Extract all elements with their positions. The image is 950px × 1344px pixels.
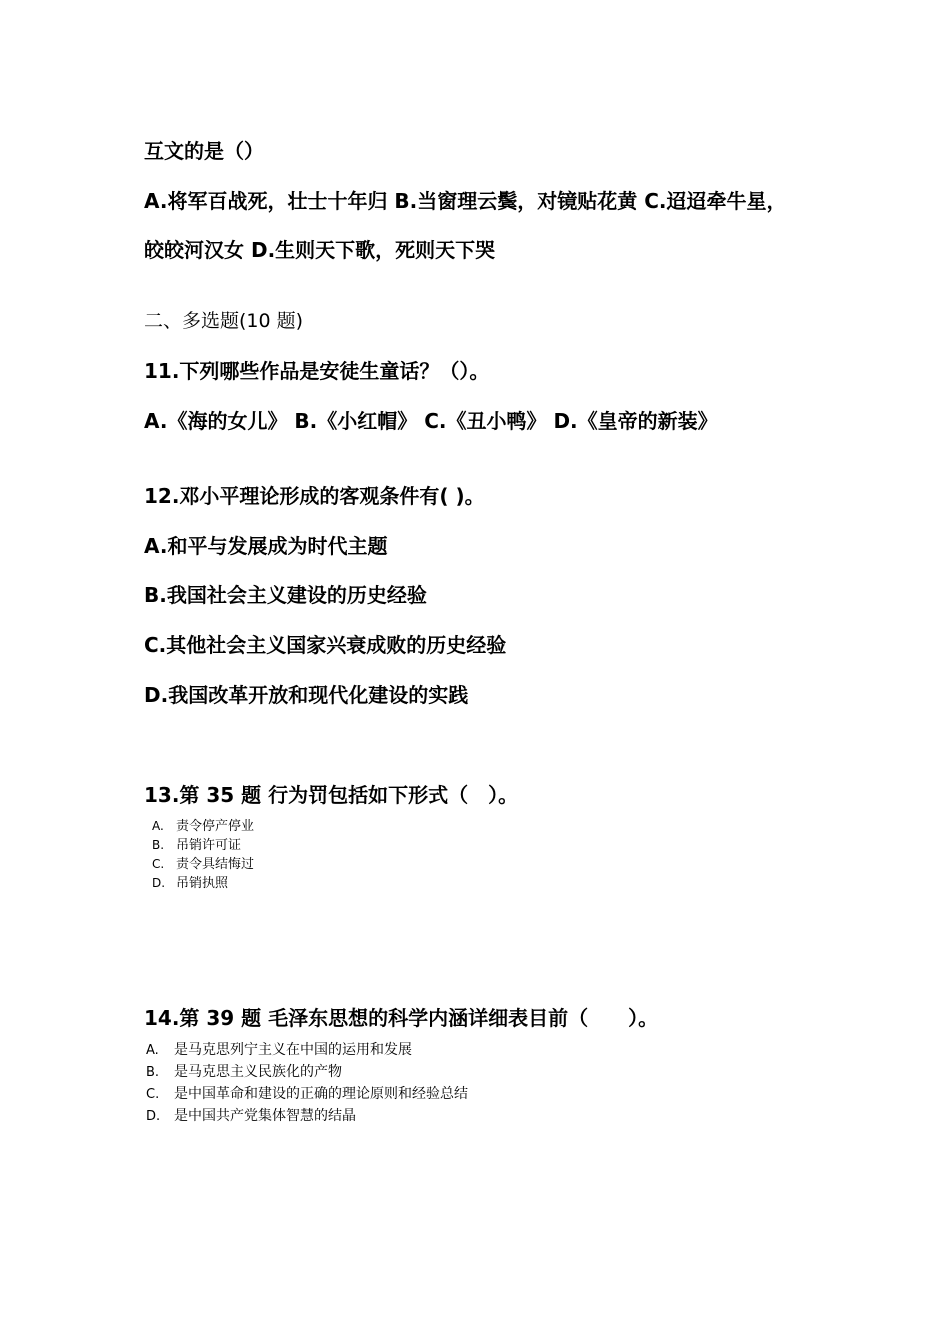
option-letter: B. xyxy=(146,1065,160,1080)
option-letter: C. xyxy=(146,1087,160,1102)
option-letter: B. xyxy=(152,838,165,852)
option-text: 是中国共产党集体智慧的结晶 xyxy=(174,1108,356,1124)
q11-stem: 11.下列哪些作品是安徒生童话？（）。 xyxy=(144,359,490,383)
option-text: 责令停产停业 xyxy=(176,819,255,834)
option-letter: C. xyxy=(152,857,165,871)
section-title: 二、多选题(10 题) xyxy=(144,310,304,332)
q13-option-b xyxy=(152,836,241,855)
q13-stem: 13.第 35 题 行为罚包括如下形式（ ）。 xyxy=(144,783,519,807)
option-letter: A. xyxy=(152,819,164,833)
q14-option-b xyxy=(146,1062,342,1083)
option-text: 吊销许可证 xyxy=(176,838,242,853)
option-text: 是马克思主义民族化的产物 xyxy=(174,1064,342,1080)
option-text: 是中国革命和建设的正确的理论原则和经验总结 xyxy=(174,1086,468,1102)
q12-stem: 12.邓小平理论形成的客观条件有( )。 xyxy=(144,484,485,508)
q10-options-line1: A.将军百战死，壮士十年归 B.当窗理云鬓，对镜贴花黄 C.迢迢牵牛星， xyxy=(144,189,787,213)
option-text: 吊销执照 xyxy=(176,876,229,891)
q12-option-c: C.其他社会主义国家兴衰成败的历史经验 xyxy=(144,633,507,657)
option-letter: A. xyxy=(146,1043,159,1058)
q12-option-d: D.我国改革开放和现代化建设的实践 xyxy=(144,683,469,707)
q10-options-line2: 皎皎河汉女 D.生则天下歌，死则天下哭 xyxy=(144,238,496,262)
q14-option-d xyxy=(146,1106,356,1127)
q13-option-d xyxy=(152,874,228,893)
q10-stem: 互文的是（） xyxy=(144,139,264,163)
q13-option-a xyxy=(152,817,254,836)
option-text: 责令具结悔过 xyxy=(176,857,255,872)
q13-option-c xyxy=(152,855,254,874)
q14-stem: 14.第 39 题 毛泽东思想的科学内涵详细表目前（ ）。 xyxy=(144,1006,659,1030)
q14-option-a xyxy=(146,1040,412,1061)
option-letter: D. xyxy=(146,1109,161,1124)
q11-options: A.《海的女儿》 B.《小红帽》 C.《丑小鸭》 D.《皇帝的新装》 xyxy=(144,409,718,433)
option-letter: D. xyxy=(152,876,166,890)
option-text: 是马克思列宁主义在中国的运用和发展 xyxy=(174,1042,412,1058)
q12-option-b: B.我国社会主义建设的历史经验 xyxy=(144,583,427,607)
q12-option-a: A.和平与发展成为时代主题 xyxy=(144,534,388,558)
q14-option-c xyxy=(146,1084,468,1105)
